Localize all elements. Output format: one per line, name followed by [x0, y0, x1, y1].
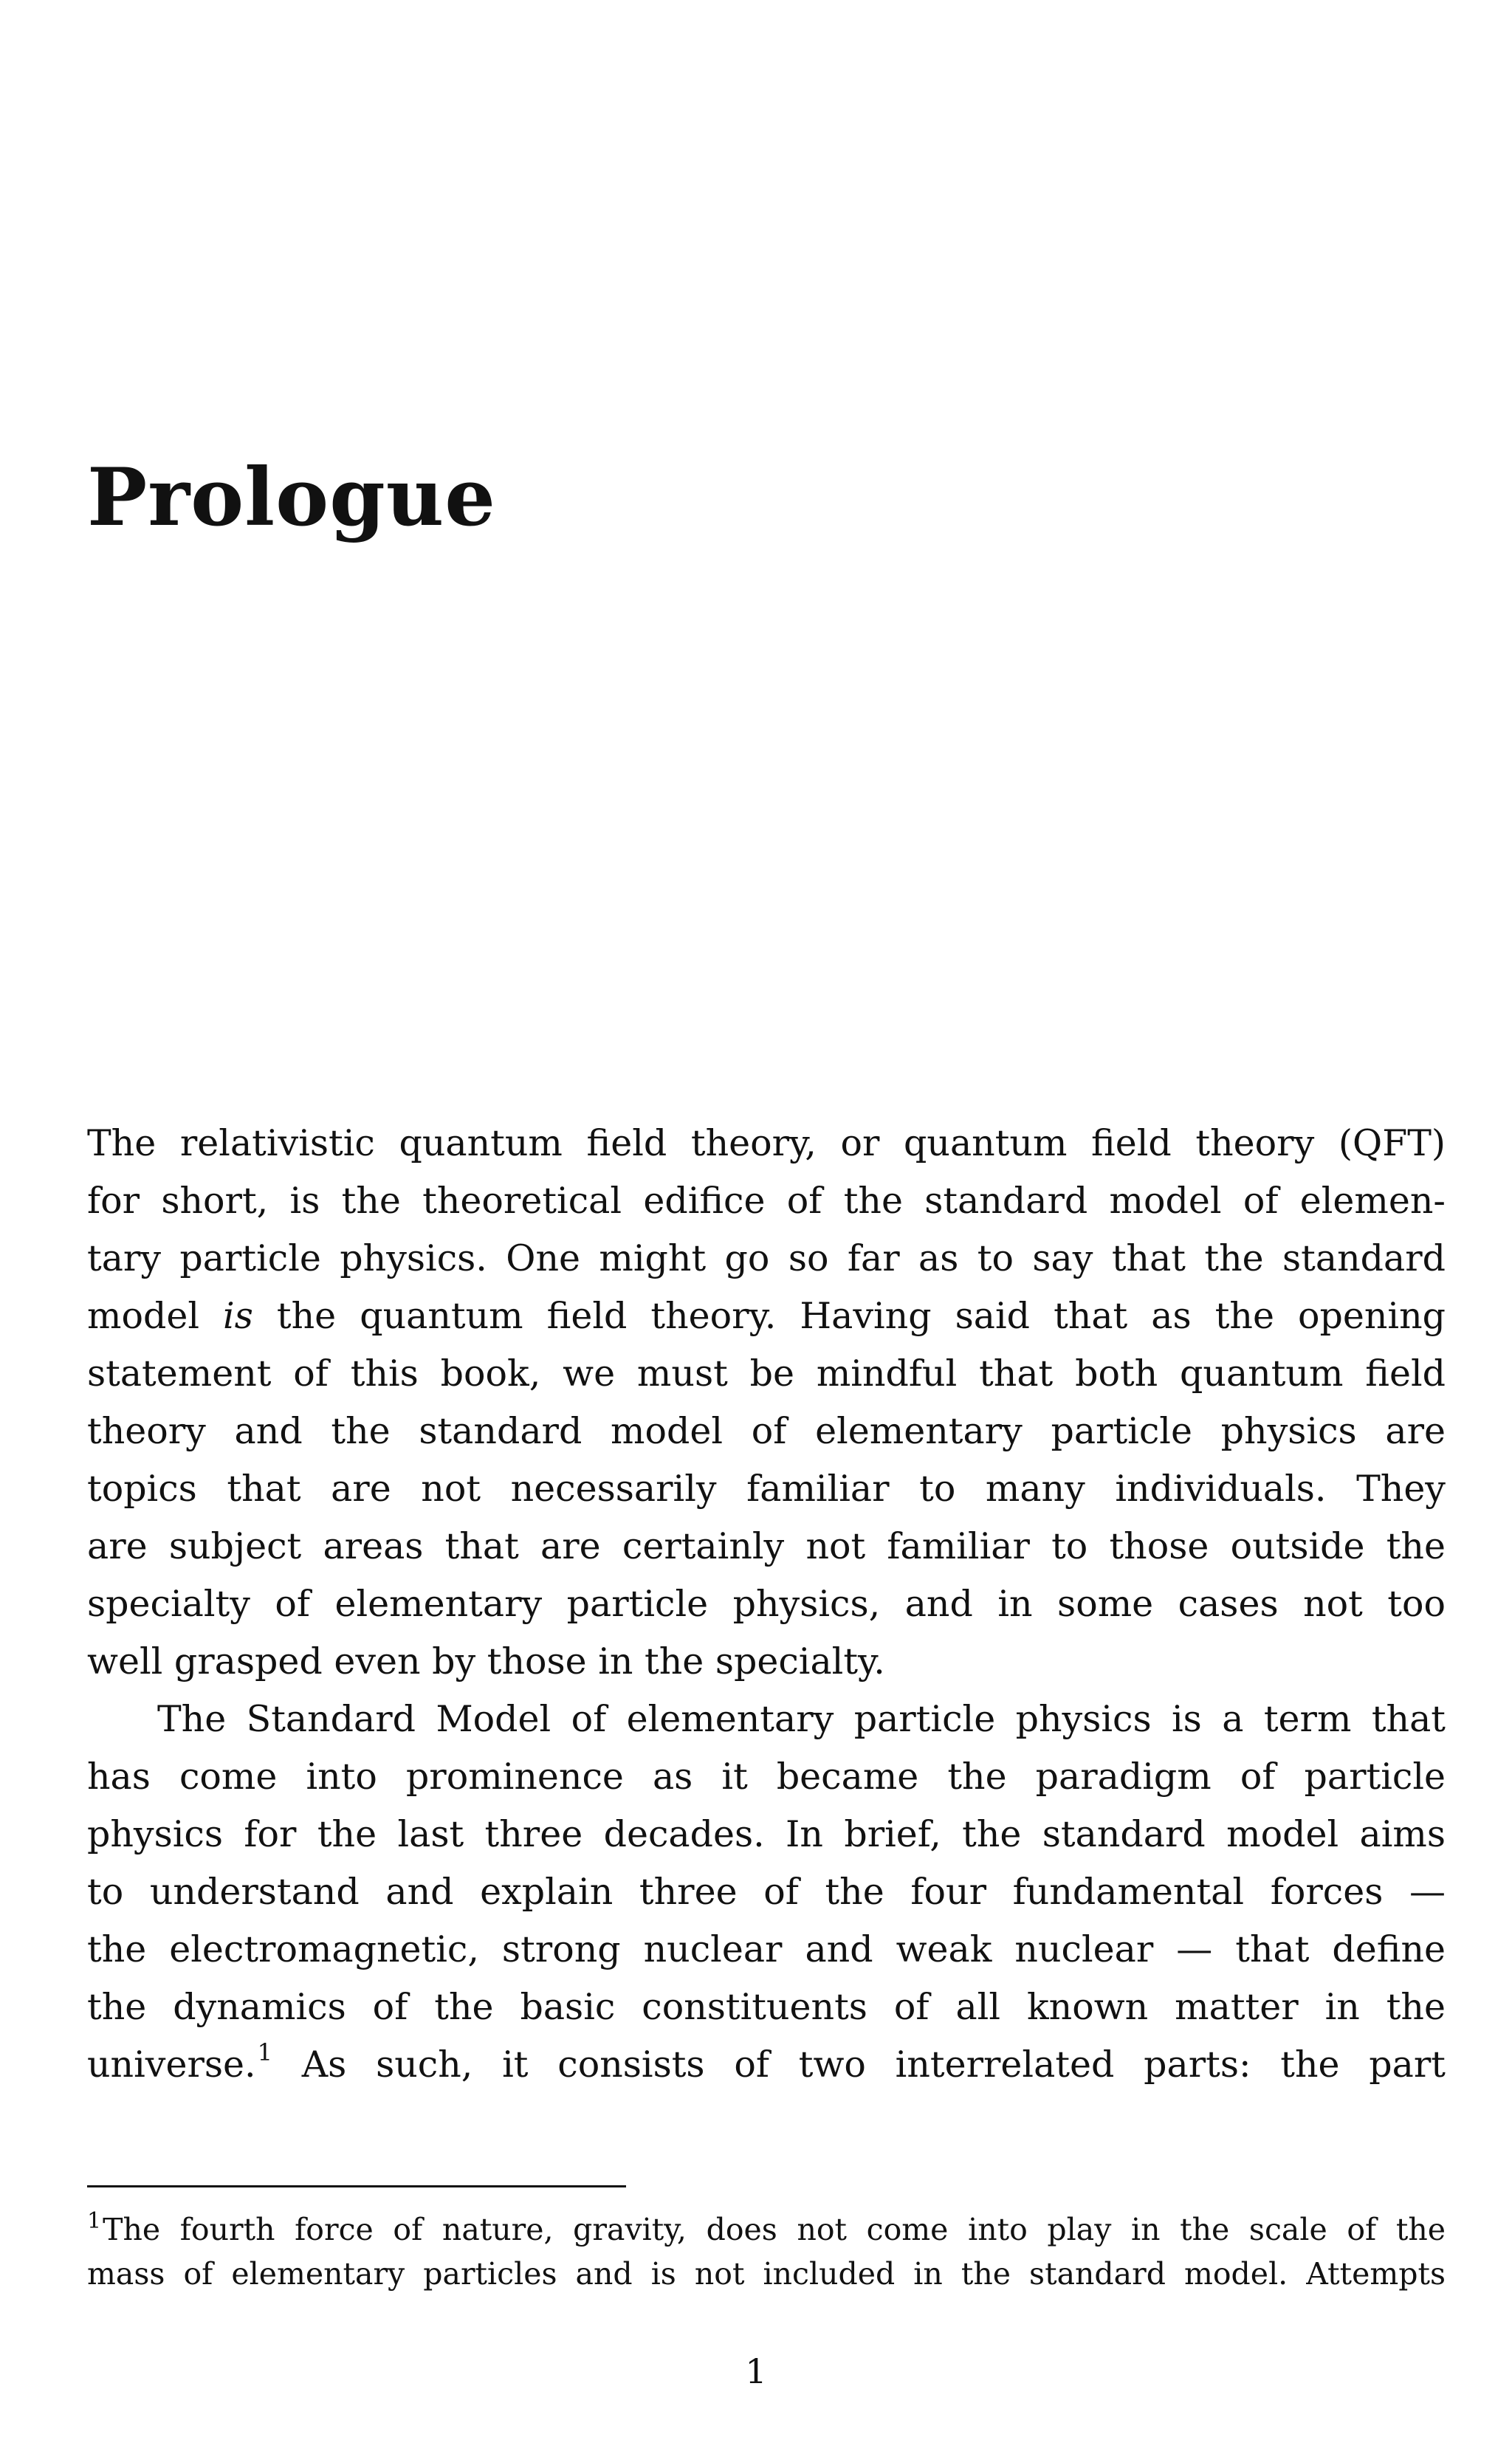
text-line: physics for the last three decades. In brief, the standard model aims: [87, 1813, 1446, 1855]
text-line: topics that are not necessarily familiar to many individuals. They: [87, 1468, 1446, 1510]
text-segment: the quantum field theory. Having said that as the opening: [252, 1295, 1446, 1337]
text-line: [87, 1288, 1446, 1345]
paragraph-2: [87, 1691, 1446, 2094]
text-line: the electromagnetic, strong nuclear and weak nuclear — that define: [87, 1928, 1446, 1970]
text-segment: model: [87, 1295, 224, 1337]
text-line: statement of this book, we must be mindful that both quantum field: [87, 1352, 1446, 1395]
text-line: the dynamics of the basic constituents of all known matter in the: [87, 1986, 1446, 2028]
text-line: for short, is the theoretical edifice of the standard model of elemen-: [87, 1180, 1446, 1222]
text-line: has come into prominence as it became the paradigm of particle: [87, 1756, 1446, 1798]
emphasized-word: is: [223, 1295, 253, 1337]
footnote-mark: 1: [87, 2208, 102, 2234]
paragraph-1: [87, 1115, 1446, 1691]
footnote-line: mass of elementary particles and is not included in the standard model. Attempts: [87, 2256, 1446, 2292]
footnote-text: The fourth force of nature, gravity, does not come into play in the scale of the: [103, 2212, 1446, 2247]
body-text: [87, 1115, 1446, 2094]
text-line: [87, 2036, 1446, 2094]
footnote-reference[interactable]: 1: [257, 2038, 272, 2066]
text-line: theory and the standard model of elementary particle physics are: [87, 1410, 1446, 1452]
text-line: The relativistic quantum field theory, or quantum field theory (QFT): [87, 1122, 1446, 1164]
text-line: are subject areas that are certainly not familiar to those outside the: [87, 1525, 1446, 1567]
footnote: [87, 2207, 1446, 2296]
chapter-title: Prologue: [87, 451, 496, 544]
text-segment: universe.: [87, 2044, 256, 2086]
footnote-line: [87, 2207, 1446, 2252]
text-segment: As such, it consists of two interrelated parts: the part: [272, 2044, 1446, 2086]
footnote-divider: [87, 2185, 626, 2187]
text-line: to understand and explain three of the four fundamental forces —: [87, 1871, 1446, 1913]
text-line: well grasped even by those in the specialty.: [87, 1640, 885, 1682]
text-line: tary particle physics. One might go so far as to say that the standard: [87, 1237, 1446, 1279]
page-number: 1: [745, 2351, 767, 2391]
text-line: specialty of elementary particle physics, and in some cases not too: [87, 1583, 1446, 1625]
text-line: The Standard Model of elementary particle physics is a term that: [157, 1698, 1446, 1740]
